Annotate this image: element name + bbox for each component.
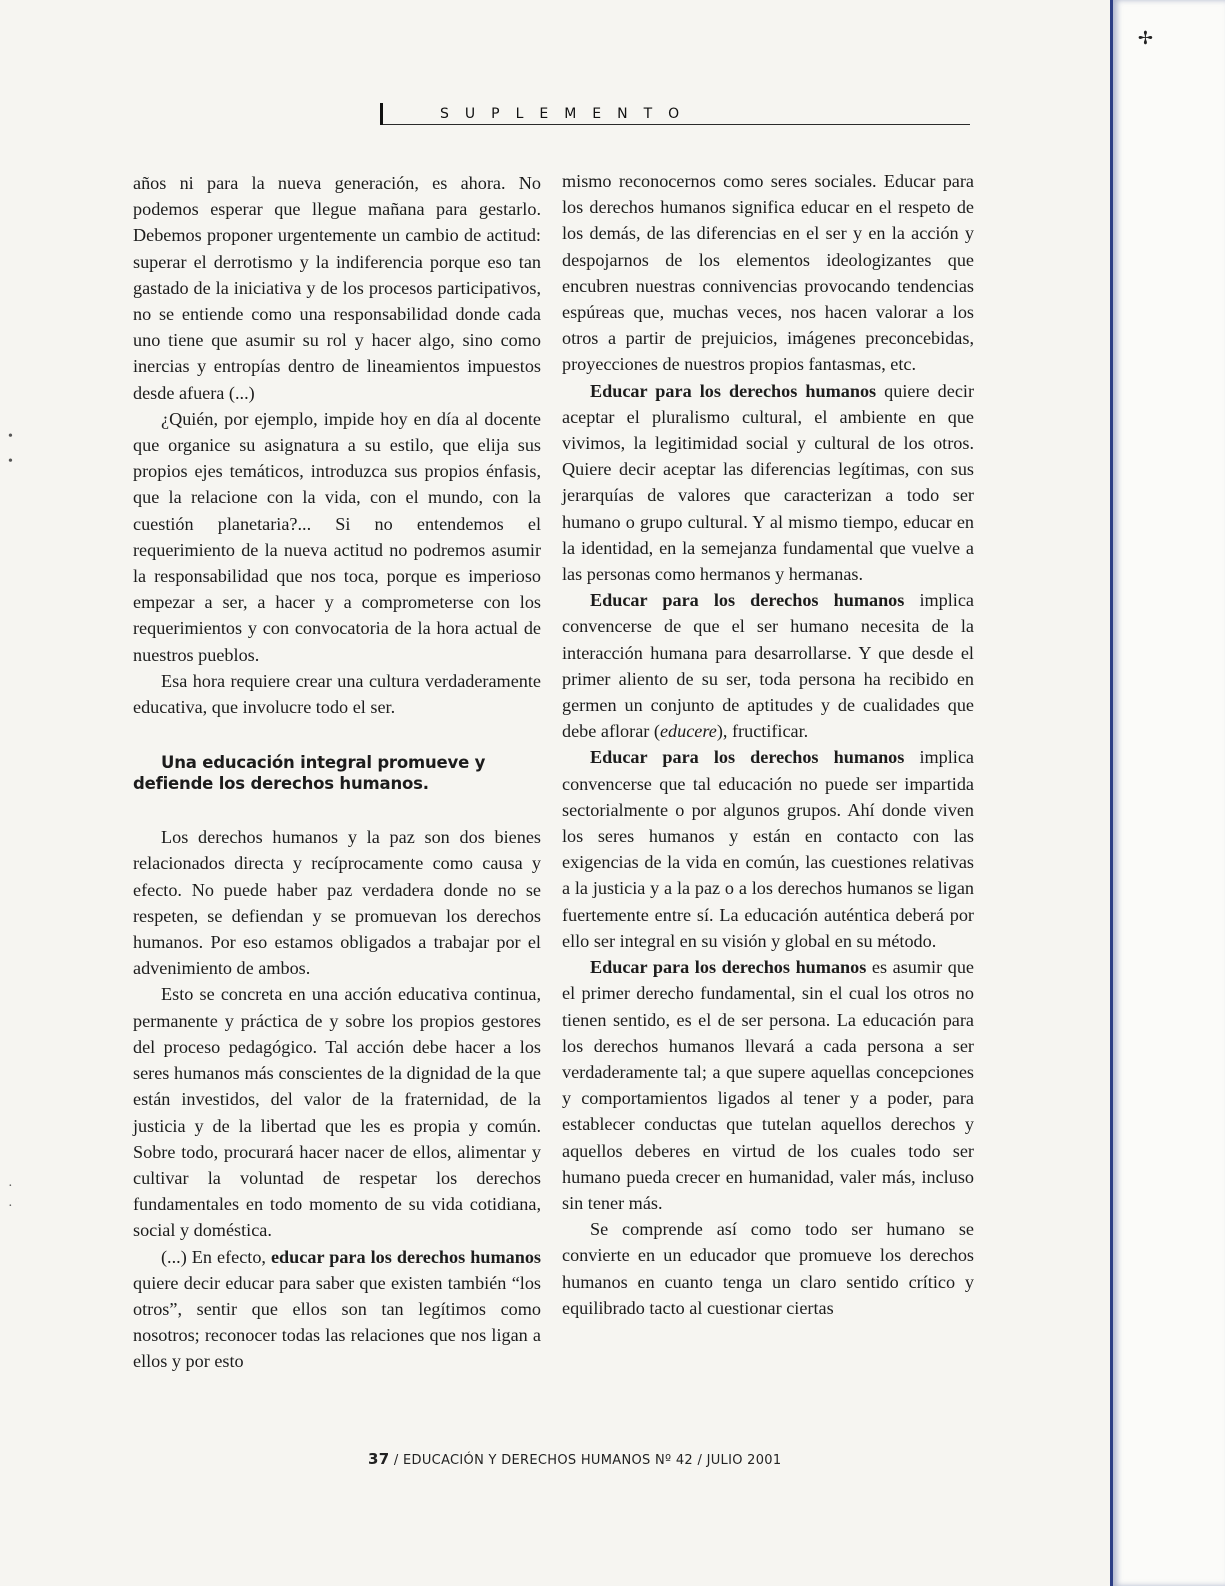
page-number: 37	[368, 1450, 390, 1468]
paragraph: ¿Quién, por ejemplo, impide hoy en día al docente que organice su asignatura a su estilo, que elija sus propios ejes temáticos, introduzca sus propios énfasis, que la relacione con la vida, con el mundo, con la cuestión planetaria?... Si no entendemos el requerimiento de la nueva actitud no podremos asumir la responsabilidad que nos toca, porque es imperioso empezar a ser, a hacer y a comprometerse con los requerimientos y con convocatoria de la hora actual de nuestros pueblos.	[133, 408, 541, 665]
adjacent-page-edge	[1110, 0, 1225, 1586]
text-run: ), fructificar.	[716, 721, 809, 742]
emphasis-text: Educar para los derechos humanos	[590, 380, 877, 401]
text-run: es asumir que el primer derecho fundamental, sin el cual los otros no tienen sentido, es el de ser persona. La educación para los derechos humanos llevará a cada persona a ser verdaderamente tal; a que supere aquellas concepciones y comportamientos ligados al tener y a poder, para establecer conductas que tutelan aquellos derechos y aquellos deberes en virtud de los cuales todo ser humano pueda crecer en humanidad, valer más, incluso sin tener más.	[562, 957, 974, 1213]
paragraph	[562, 744, 974, 954]
binding-mark-icon: •	[8, 454, 13, 469]
paragraph: Esto se concreta en una acción educativa continua, permanente y práctica de y sobre los propios gestores del proceso pedagógico. Tal acción debe hacer a los seres humanos más conscientes de la dignidad de la que están investidos, del valor de la fraternidad, de la justicia y de la libertad que les es propia y común. Sobre todo, procurará hacer nacer de ellos, alimentar y cultivar la voluntad de respetar los derechos fundamentales en todo momento de su vida cotidiana, social y doméstica.	[133, 984, 541, 1241]
publication-date: JULIO 2001	[706, 1453, 782, 1468]
text-run: (...) En efecto,	[161, 1246, 271, 1267]
paragraph	[562, 954, 974, 1216]
publication-name: EDUCACIÓN Y DERECHOS HUMANOS Nº 42	[403, 1453, 694, 1468]
edge-mark-icon: ✢	[1137, 28, 1153, 49]
right-column	[562, 168, 974, 1321]
emphasis-text: Educar para los derechos humanos	[590, 590, 905, 611]
left-column	[133, 170, 541, 1375]
section-heading: Una educación integral promueve y defiende los derechos humanos.	[133, 753, 486, 794]
paragraph: mismo reconocernos como seres sociales. Educar para los derechos humanos significa educar en el respeto de los demás, de las diferencias en el ser y en la acción y despojarnos de los elementos ideologizantes que encubren nuestras connivencias provocando tendencias espúreas que, muchas veces, nos hacen valorar a los otros a partir de prejuicios, imágenes preconcebidas, proyecciones de nuestros propios fantasmas, etc.	[562, 171, 974, 375]
section-title: SUPLEMENTO	[440, 106, 696, 122]
paragraph: años ni para la nueva generación, es ahora. No podemos esperar que llegue mañana para gestarlo. Debemos proponer urgentemente un cambio de actitud: superar el derrotismo y la indiferencia porque eso tan gastado de la iniciativa y de los procesos participativos, no se entiende como una responsabilidad donde cada uno tiene que asumir su rol y hacer algo, sino como inercias y entropías dentro de lineamientos impuestos desde afuera (...)	[133, 173, 541, 403]
footer-separator: /	[393, 1453, 399, 1468]
text-run: quiere decir aceptar el pluralismo cultural, el ambiente en que vivimos, la legitimidad social y cultural de los otros. Quiere decir aceptar las diferencias legítimas, con sus jerarquías de valores que caracterizan a todo ser humano o grupo cultural. Y al mismo tiempo, educar en la identidad, en la semejanza fundamental que vuelve a las personas como hermanos y hermanas.	[562, 380, 974, 585]
text-run: quiere decir educar para saber que existen también “los otros”, sentir que ellos son tan legítimos como nosotros; reconocer todas las relaciones que nos ligan a ellos y por esto	[133, 1272, 541, 1372]
page-footer	[368, 1450, 781, 1468]
paragraph	[562, 587, 974, 744]
header-rule-bar	[380, 103, 383, 125]
binding-mark-icon: ·	[8, 1199, 13, 1214]
paragraph: Los derechos humanos y la paz son dos bienes relacionados directa y recíprocamente como causa y efecto. No puede haber paz verdadera donde no se respeten, se defiendan y se promuevan los derechos humanos. Por eso estamos obligados a trabajar por el advenimiento de ambos.	[133, 827, 541, 979]
emphasis-text: Educar para los derechos humanos	[590, 957, 867, 978]
italic-text: educere	[659, 721, 717, 742]
page-header	[380, 98, 970, 125]
paragraph: Esa hora requiere crear una cultura verdaderamente educativa, que involucre todo el ser.	[133, 670, 541, 718]
paragraph	[562, 378, 974, 588]
paragraph	[133, 1244, 541, 1375]
text-run: implica convencerse de que el ser humano necesita de la interacción humana para desarrollarse. Y que desde el primer aliento de su ser, toda persona ha recibido en germen un conjunto de aptitudes y de cualidades que debe aflorar (	[562, 590, 974, 742]
text-run: implica convencerse que tal educación no puede ser impartida sectorialmente o por algunos grupos. Ahí donde viven los seres humanos y están en contacto con las exigencias de la vida en común, las cuestiones relativas a la justicia y a la paz o a los derechos humanos se ligan fuertemente entre sí. La educación auténtica deberá por ello ser integral en su visión y global en su método.	[562, 747, 974, 951]
footer-separator: /	[697, 1453, 703, 1468]
emphasis-text: educar para los derechos humanos	[270, 1246, 541, 1267]
paragraph: Se comprende así como todo ser humano se convierte en un educador que promueve los derechos humanos en cuanto tenga un claro sentido crítico y equilibrado tacto al cuestionar ciertas	[562, 1219, 974, 1318]
binding-mark-icon: ·	[8, 1179, 13, 1194]
binding-mark-icon: •	[8, 429, 13, 444]
emphasis-text: Educar para los derechos humanos	[590, 747, 905, 768]
